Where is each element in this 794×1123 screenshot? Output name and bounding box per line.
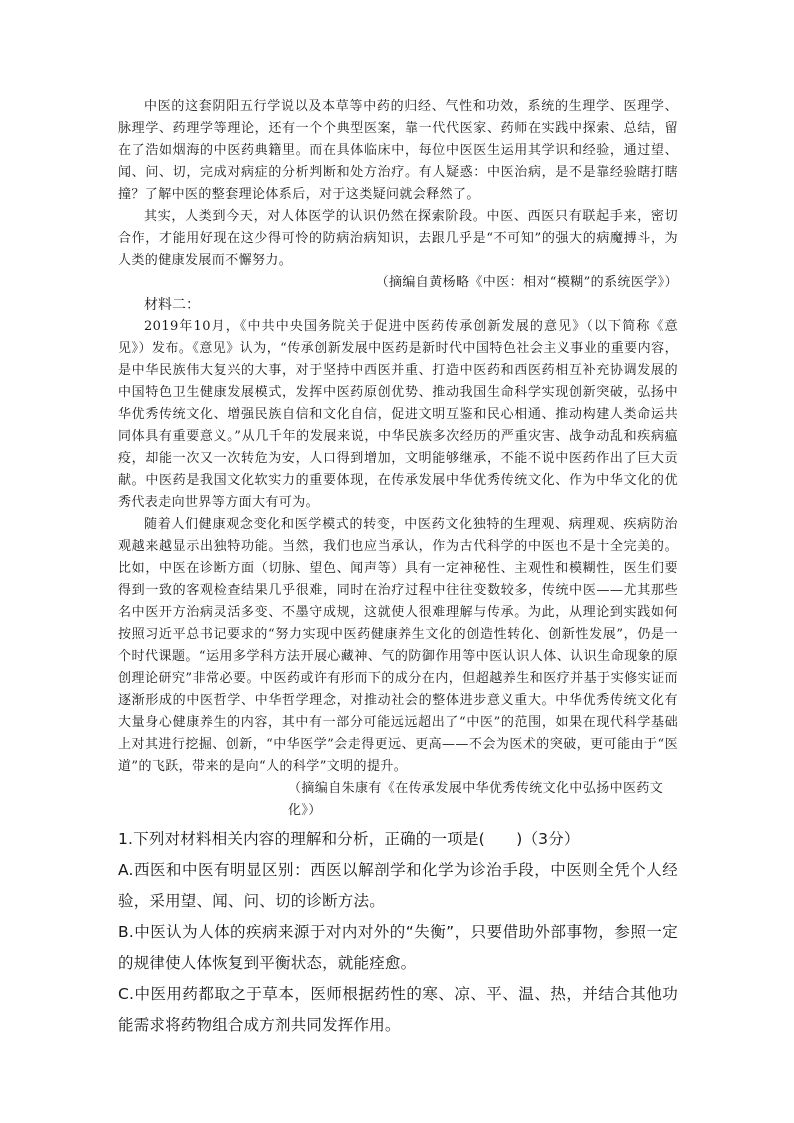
- question-stem: 1.下列对材料相关内容的理解和分析，正确的一项是( )（3分）: [118, 830, 580, 848]
- option-c[interactable]: C.中医用药都取之于草本，医师根据药性的寒、凉、平、温、热，并结合其他功能需求将药物组合成方剂共同发挥作用。: [118, 985, 678, 1034]
- option-b[interactable]: B.中医认为人体的疾病来源于对内对外的“失衡”，只要借助外部事物，参照一定的规律使人体恢复到平衡状态，就能痊愈。: [118, 923, 678, 972]
- material2-source: （摘编自朱康有《在传承发展中华优秀传统文化中弘扬中医药文化》）: [288, 781, 664, 818]
- material1-source: （摘编自黄杨略《中医：相对“模糊”的系统医学》）: [375, 275, 678, 290]
- material1-paragraph-2: 其实，人类到今天，对人体医学的认识仍然在探索阶段。中医、西医只有联起手来，密切合作，才能用好现在这少得可怜的防病治病知识，去跟几乎是“不可知”的强大的病魔搏斗，为人类的健康发展而不懈努力。: [118, 209, 678, 268]
- material1-paragraph-1: 中医的这套阴阳五行学说以及本草等中药的归经、气性和功效，系统的生理学、医理学、脉理学、药理学等理论，还有一个个典型医案，靠一代代医家、药师在实践中探索、总结，留在了浩如烟海的中医药典籍里。而在具体临床中，每位中医医生运用其学识和经验，通过望、闻、问、切，完成对病症的分析判断和处方治疗。有人疑惑：中医治病，是不是靠经验瞎打瞎撞？了解中医的整套理论体系后，对于这类疑问就会释然了。: [118, 99, 678, 202]
- material2-paragraph-2: 随着人们健康观念变化和医学模式的转变，中医药文化独特的生理观、病理观、疾病防治观越来越显示出独特功能。当然，我们也应当承认，作为古代科学的中医也不是十全完美的。比如，中医在诊断方面（切脉、望色、闻声等）具有一定神秘性、主观性和模糊性，医生们要得到一致的客观检查结果几乎很难，同时在治疗过程中往往变数较多，传统中医——尤其那些名中医开方治病灵活多变、不墨守成规，这就使人很难理解与传承。为此，从理论到实践如何按照习近平总书记要求的“努力实现中医药健康养生文化的创造性转化、创新性发展”，仍是一个时代课题。“运用多学科方法开展心藏神、气的防御作用等中医认识人体、认识生命现象的原创理论研究”非常必要。中医药或许有形而下的成分在内，但超越养生和医疗并基于实修实证而逐渐形成的中医哲学、中华哲学理念，对推动社会的整体进步意义重大。中华优秀传统文化有大量身心健康养生的内容，其中有一部分可能远远超出了“中医”的范围，如果在现代科学基础上对其进行挖掘、创新，“中华医学”会走得更远、更高——不会为医术的突破，更可能由于“医道”的飞跃，带来的是向“人的科学”文明的提升。: [118, 517, 678, 774]
- option-a[interactable]: A.西医和中医有明显区别：西医以解剖学和化学为诊治手段，中医则全凭个人经验，采用望、闻、问、切的诊断方法。: [118, 861, 678, 910]
- question-block: [118, 824, 678, 1041]
- material2-paragraph-1: 2019年10月，《中共中央国务院关于促进中医药传承创新发展的意见》（以下简称《意见》）发布。《意见》认为，“传承创新发展中医药是新时代中国特色社会主义事业的重要内容，是中华民族伟大复兴的大事，对于坚持中西医并重、打造中医药和西医药相互补充协调发展的中国特色卫生健康发展模式，发挥中医药原创优势、推动我国生命科学实现创新突破，弘扬中华优秀传统文化、增强民族自信和文化自信，促进文明互鉴和民心相通、推动构建人类命运共同体具有重要意义。”从几千年的发展来说，中华民族多次经历的严重灾害、战争动乱和疾病瘟疫，却能一次又一次转危为安，人口得到增加，文明能够继承，不能不说中医药作出了巨大贡献。中医药是我国文化软实力的重要体现，在传承发展中华优秀传统文化、作为中华文化的优秀代表走向世界等方面大有可为。: [118, 319, 678, 510]
- material2-heading: 材料二：: [144, 297, 200, 313]
- document-page: [118, 96, 678, 1041]
